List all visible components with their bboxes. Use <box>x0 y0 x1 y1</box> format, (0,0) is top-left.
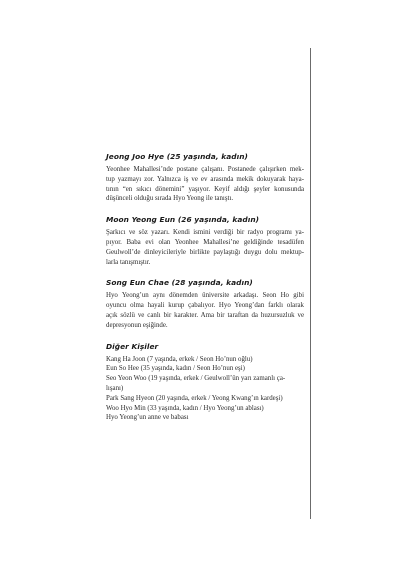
other-characters-heading: Diğer Kişiler <box>106 341 159 351</box>
other-characters-list <box>106 355 304 424</box>
list-item: Seo Yeon Woo (19 yaşında, erkek / Geulwoll’ün yarı zamanlı ça- <box>106 375 286 383</box>
character-heading: Jeong Joo Hye (25 yaşında, kadın) <box>106 152 248 161</box>
text-line: pıyor. Baba evi olan Yeonhee Mahallesi’ne geldiğinde tesadüfen <box>106 238 304 246</box>
character-heading: Song Eun Chae (28 yaşında, kadın) <box>106 278 253 288</box>
text-line: düşünceli olduğu sırada Hyo Yeong ile tanıştı. <box>106 195 234 203</box>
character-description <box>106 291 304 330</box>
text-line: Hyo Yeong’un aynı dönemden üniversite arkadaşı. Seon Ho gibi <box>106 292 304 300</box>
character-entry-song-eun-chae <box>106 278 304 330</box>
character-heading: Moon Yeong Eun (26 yaşında, kadın) <box>106 215 260 225</box>
character-description <box>106 228 304 267</box>
text-line: Şarkıcı ve söz yazarı. Kendi ismini verdiği bir radyo programı ya- <box>106 229 304 237</box>
character-list <box>106 152 304 434</box>
list-item: lışanı) <box>106 384 124 392</box>
text-line: açık sözlü ve canlı bir karakter. Ama bir taraftan da huzursuzluk ve <box>106 311 304 319</box>
list-item: Hyo Yeong’un anne ve babası <box>106 414 189 422</box>
list-item: Eun So Hee (35 yaşında, kadın / Seon Ho’nun eşi) <box>106 365 245 373</box>
character-entry-jeong-joo-hye <box>106 152 304 204</box>
text-line: Yeonhee Mahallesi’nde postane çalışanı. Postanede çalışırken mek- <box>106 166 304 173</box>
list-item: Park Sang Hyeon (20 yaşında, erkek / Yeong Kwang’ın kardeşi) <box>106 394 283 402</box>
character-description <box>106 165 304 204</box>
text-line: depresyonun eşiğinde. <box>106 321 168 329</box>
character-entry-moon-yeong-eun <box>106 215 304 267</box>
text-line: tının “en sıkıcı dönemini” yaşıyor. Keyif aldığı şeyler konusunda <box>106 185 304 193</box>
text-line: Geulwoll’de dinleyicileriyle birlikte paylaştığı duygu dolu mektup- <box>106 248 304 256</box>
list-item: Woo Hyo Min (33 yaşında, kadın / Hyo Yeong’un ablası) <box>106 404 264 412</box>
other-characters <box>106 342 304 424</box>
list-item: Kang Ha Joon (7 yaşında, erkek / Seon Ho’nun oğlu) <box>106 355 253 363</box>
text-line: oyuncu olma hayali kurup çabalıyor. Hyo Yeong’dan farklı olarak <box>106 302 304 310</box>
vertical-divider <box>310 48 311 519</box>
text-line: tup yazmayı zor. Yalnızca iş ve ev arasında mekik dokuyarak haya- <box>106 175 304 183</box>
text-line: larla tanışmıştır. <box>106 258 151 266</box>
